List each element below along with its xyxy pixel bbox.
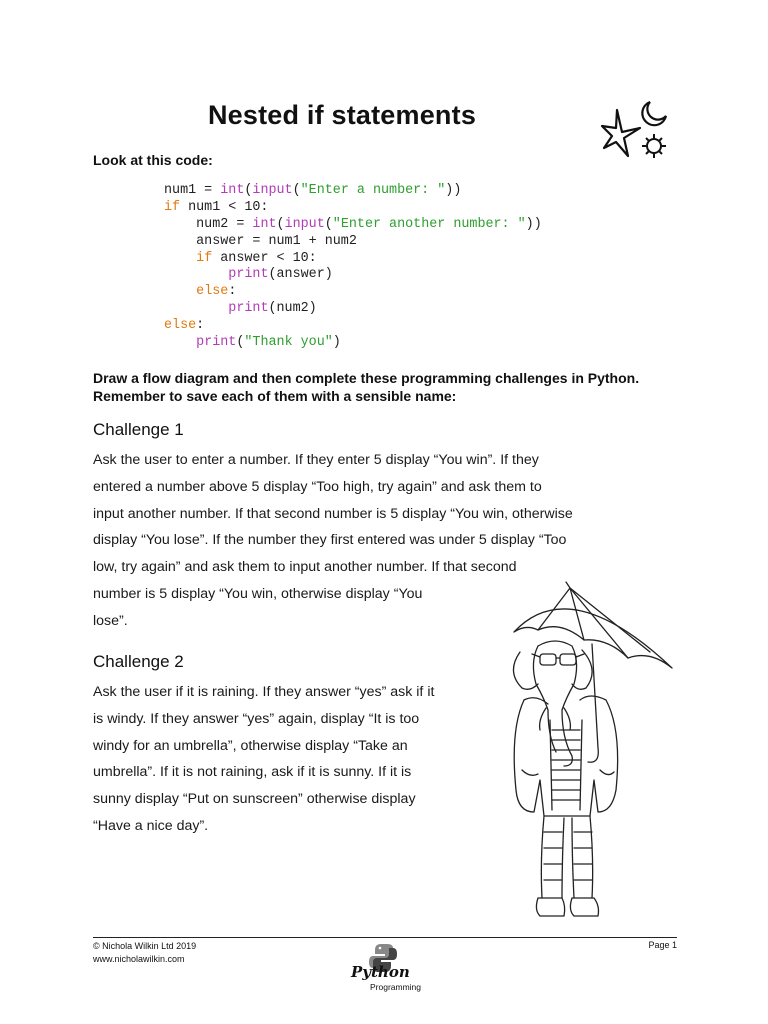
body-line: lose”. — [93, 612, 128, 629]
code-line — [164, 318, 542, 335]
body-line: low, try again” and ask them to input another number. If that second — [93, 559, 517, 576]
code-token-str: "Enter another number: " — [332, 216, 526, 232]
code-line — [164, 301, 542, 318]
code-token: ( — [244, 183, 253, 198]
code-token: (answer) — [268, 267, 333, 283]
body-line: Ask the user to enter a number. If they enter 5 display “You win”. If they — [93, 452, 539, 468]
code-token: : — [196, 318, 205, 334]
body-line: input another number. If that second number is 5 display “You win, otherwise — [93, 505, 573, 522]
challenge-2-heading: Challenge 2 — [93, 652, 184, 671]
code-token — [164, 251, 196, 266]
code-token: : — [228, 284, 237, 300]
body-line: windy for an umbrella”, otherwise display “Take an — [93, 737, 408, 754]
body-line: is windy. If they answer “yes” again, display “It is too — [93, 710, 420, 727]
code-token: num2 = — [164, 216, 253, 232]
code-token — [164, 335, 196, 350]
body-line: “Have a nice day”. — [93, 817, 209, 834]
website-link[interactable]: www.nicholawilkin.com — [93, 954, 185, 964]
code-token: answer < 10: — [212, 250, 317, 266]
page-title: Nested if statements — [207, 100, 477, 130]
code-token-fn: input — [252, 183, 293, 198]
code-line — [164, 251, 542, 268]
challenge-2-body — [93, 679, 495, 840]
code-token-kw: else — [196, 284, 229, 300]
body-line: entered a number above 5 display “Too high, try again” and ask them to — [93, 478, 542, 495]
code-token: ( — [236, 335, 245, 351]
code-line — [164, 267, 542, 284]
challenge-1-heading: Challenge 1 — [93, 420, 184, 439]
code-token: ( — [292, 183, 301, 198]
code-token — [164, 301, 228, 316]
code-line — [164, 234, 542, 251]
body-line: Ask the user if it is raining. If they answer “yes” ask if it — [93, 684, 435, 700]
code-token-fn: print — [228, 301, 269, 317]
elephant-umbrella-illustration — [500, 580, 675, 925]
code-line — [164, 217, 542, 234]
code-token-str: "Thank you" — [244, 335, 333, 351]
body-line: sunny display “Put on sunscreen” otherwise display — [93, 791, 416, 808]
code-token: num1 < 10: — [180, 199, 269, 215]
logo-text-main: Python — [351, 963, 410, 981]
code-token — [164, 284, 196, 299]
code-token: ( — [324, 216, 333, 232]
code-token-fn: print — [196, 335, 237, 351]
code-token — [164, 267, 228, 282]
code-token-kw: if — [164, 199, 181, 215]
footer-divider — [93, 937, 677, 938]
code-block — [164, 183, 542, 352]
code-token: ( — [276, 216, 285, 232]
code-token-kw: else — [164, 318, 197, 334]
instructions-text: Draw a flow diagram and then complete these programming challenges in Python. Remember to save each of them with a sensible name: — [93, 370, 640, 404]
body-line: display “You lose”. If the number they first entered was under 5 display “Too — [93, 532, 567, 549]
code-token: answer = num1 + num2 — [164, 233, 357, 249]
code-token: )) — [445, 183, 462, 198]
star-moon-sun-icons — [600, 98, 674, 164]
moon-icon — [642, 102, 666, 125]
code-token-str: "Enter a number: " — [300, 183, 446, 198]
copyright-text: © Nichola Wilkin Ltd 2019 — [93, 941, 197, 951]
code-token: num1 = — [164, 183, 221, 198]
code-line — [164, 284, 542, 301]
code-token-kw: if — [196, 250, 213, 266]
sun-icon — [642, 134, 666, 158]
body-line: number is 5 display “You win, otherwise display “You — [93, 585, 423, 602]
code-line — [164, 200, 542, 217]
code-token: ) — [332, 335, 341, 351]
code-line — [164, 183, 542, 200]
intro-text: Look at this code: — [93, 152, 213, 168]
code-token-fn: print — [228, 267, 269, 283]
star-icon — [602, 110, 640, 156]
body-line: umbrella”. If it is not raining, ask if it is sunny. If it is — [93, 764, 412, 781]
logo-text-sub: Programming — [370, 982, 422, 992]
code-token: (num2) — [268, 301, 317, 317]
code-token-fn: input — [284, 216, 325, 232]
code-line — [164, 335, 542, 352]
page-number: Page 1 — [648, 940, 677, 950]
code-token: )) — [525, 216, 542, 232]
code-token-fn: int — [220, 183, 245, 198]
code-token-fn: int — [252, 216, 277, 232]
footer-left — [93, 940, 196, 966]
